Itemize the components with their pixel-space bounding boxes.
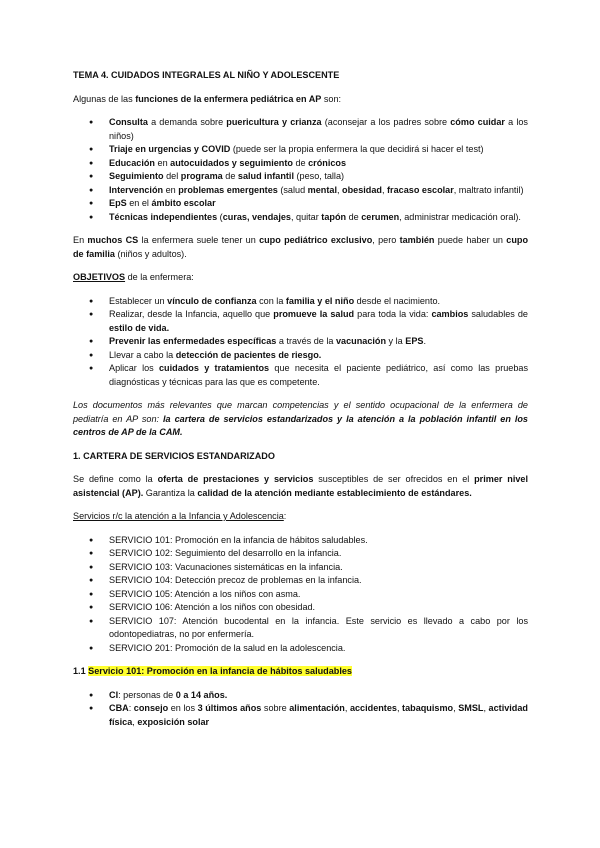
text-segment: promueve la salud — [273, 309, 355, 319]
list-item — [109, 335, 528, 349]
text-segment: accidentes — [349, 703, 397, 713]
text-segment: programa — [180, 171, 223, 181]
text-segment: , — [132, 716, 138, 727]
list-item: ● SERVICIO 106: Atención a los niños con obesidad. — [109, 601, 528, 615]
intro-paragraph — [73, 93, 528, 107]
text-segment: en — [154, 157, 171, 168]
text-segment: cómo cuidar — [450, 117, 505, 127]
text-segment: , quitar — [290, 211, 322, 222]
text-segment: vacunación — [335, 336, 387, 346]
text-segment: CI — [109, 689, 119, 700]
text-segment: sobre — [261, 703, 290, 713]
list-item: ● SERVICIO 102: Seguimiento del desarrollo en la infancia. — [109, 547, 528, 561]
list-item: ● SERVICIO 107: Atención bucodental en la infancia. Este servicio es llevado a cabo por los odontopediatras, no por enfermería. — [109, 615, 528, 642]
text-segment: también — [399, 235, 435, 245]
text-segment: (puede ser la propia enfermera la que decidirá si hacer el test) — [230, 144, 484, 154]
text-segment: , — [453, 703, 459, 713]
text-segment: tabaquismo — [402, 703, 454, 713]
text-segment: a demanda sobre — [147, 117, 227, 127]
text-segment: la enfermera suele tener un — [138, 235, 260, 245]
section11-title-highlighted: Servicio 101: Promoción en la infancia de hábitos saludables — [88, 666, 352, 676]
servicios-heading-text: Servicios r/c la atención a la Infancia y Adolescencia — [73, 511, 284, 521]
text-segment: , maltrato infantil) — [453, 184, 524, 195]
list-item — [109, 157, 528, 171]
servicios-list — [73, 534, 528, 656]
list-item — [109, 689, 528, 703]
text-segment: OBJETIVOS — [73, 272, 126, 282]
section11-number: 1.1 — [73, 666, 89, 676]
funciones-list — [73, 116, 528, 224]
text-segment: a través de la — [276, 336, 336, 346]
text-segment: Realizar, desde la Infancia, aquello que — [109, 309, 274, 319]
list-item — [109, 170, 528, 184]
servicios-heading-colon: : — [283, 511, 287, 521]
text-segment: CBA — [109, 703, 129, 713]
text-segment: en — [163, 184, 179, 195]
text-segment: calidad de la atención mediante establecimiento de estándares. — [197, 487, 472, 498]
text-segment: Educación — [109, 157, 155, 168]
text-segment: oferta de prestaciones y servicios — [157, 474, 314, 484]
text-segment: familia y el niño — [285, 295, 355, 306]
text-segment: salud infantil — [237, 171, 294, 181]
text-segment: mental — [307, 184, 337, 195]
text-segment: Garantiza la — [143, 487, 198, 498]
text-segment: autocuidados y seguimiento — [170, 157, 293, 168]
document-content — [73, 64, 528, 739]
text-segment: Se define como la — [73, 474, 158, 484]
text-segment: a los niños) — [109, 117, 528, 141]
text-segment: puede haber un — [434, 235, 507, 245]
intro-text-end: son: — [321, 93, 342, 104]
text-segment: exposición solar — [137, 716, 210, 727]
text-segment: 3 últimos años — [197, 703, 262, 713]
list-item — [109, 362, 528, 389]
text-segment: detección de pacientes de riesgo. — [175, 349, 322, 360]
text-segment: de — [222, 171, 238, 181]
text-segment: , — [396, 703, 403, 713]
text-segment: saludables de — [468, 309, 528, 319]
text-segment: y la — [386, 336, 406, 346]
text-segment: , — [336, 184, 343, 195]
text-segment: Llevar a cabo la — [109, 349, 176, 360]
list-item — [109, 197, 528, 211]
text-segment: EPS — [405, 336, 424, 346]
section11-heading — [73, 665, 528, 679]
text-segment: (salud — [277, 184, 308, 195]
text-segment: Establecer un — [109, 295, 168, 306]
text-segment: que necesita el paciente pediátrico, así como las pruebas diagnósticas y técnicas para las que es competente. — [109, 363, 528, 387]
intro-bold: funciones de la enfermera pediátrica en AP — [135, 93, 322, 104]
intro-text: Algunas de las — [73, 93, 136, 104]
text-segment: : personas de — [118, 689, 176, 700]
text-segment: cambios — [431, 309, 469, 319]
text-segment: ( — [217, 211, 223, 222]
list-item — [109, 295, 528, 309]
objetivos-heading — [73, 271, 528, 285]
text-segment: , — [483, 703, 489, 713]
text-segment: 0 a 14 años. — [175, 689, 228, 700]
text-segment: susceptibles de ser ofrecidos en el — [313, 474, 475, 484]
page-title: TEMA 4. CUIDADOS INTEGRALES AL NIÑO Y ADOLESCENTE — [73, 70, 340, 80]
section1-heading: 1. CARTERA DE SERVICIOS ESTANDARIZADO — [73, 450, 275, 461]
text-segment: de — [346, 211, 362, 222]
text-segment: En — [73, 235, 88, 245]
text-segment: desde el nacimiento. — [354, 295, 441, 306]
text-segment: (peso, talla) — [294, 171, 345, 181]
text-segment: de la enfermera: — [125, 272, 194, 282]
list-item — [109, 702, 528, 729]
text-segment: muchos CS — [87, 235, 139, 245]
text-segment: (aconsejar a los padres sobre — [321, 117, 451, 127]
text-segment: en los — [168, 703, 198, 713]
text-segment: . — [423, 336, 426, 346]
text-segment: vínculo de confianza — [167, 295, 257, 306]
text-segment: del — [163, 171, 181, 181]
text-segment: , administrar medicación oral). — [399, 211, 521, 222]
servicios-heading — [73, 510, 528, 524]
text-segment: ámbito escolar — [151, 198, 216, 208]
text-segment: fracaso escolar — [387, 184, 454, 195]
documentos-paragraph — [73, 399, 528, 440]
text-segment: la cartera de servicios estandarizados y la atención a la población infantil en los centros de AP de la CAM. — [73, 413, 528, 437]
text-segment: , pero — [372, 235, 400, 245]
text-segment: de — [292, 157, 309, 168]
text-segment: con la — [256, 295, 286, 306]
text-segment: Técnicas independientes — [109, 211, 218, 222]
list-item: ● SERVICIO 103: Vacunaciones sistemáticas en la infancia. — [109, 561, 528, 575]
text-segment: primer nivel asistencial (AP). — [73, 474, 528, 498]
text-segment: Intervención — [109, 184, 164, 195]
text-segment: Consulta — [109, 117, 148, 127]
text-segment: Aplicar los — [109, 363, 159, 373]
text-segment: EpS — [109, 198, 127, 208]
text-segment: consejo — [133, 703, 169, 713]
text-segment: en el — [126, 198, 152, 208]
cartera-paragraph — [73, 473, 528, 500]
list-item: ● SERVICIO 101: Promoción en la infancia de hábitos saludables. — [109, 534, 528, 548]
text-segment: cerumen — [361, 211, 400, 222]
s101-list — [73, 689, 528, 730]
text-segment: curas, vendajes — [222, 211, 291, 222]
text-segment: crónicos — [308, 157, 347, 168]
text-segment: tapón — [321, 211, 347, 222]
list-item: ● SERVICIO 105: Atención a los niños con asma. — [109, 588, 528, 602]
text-segment: Los documentos más relevantes que marcan competencias y el sentido ocupacional de la enfermera de pediatría en AP son: — [73, 400, 528, 424]
text-segment: estilo de vida. — [109, 322, 170, 333]
cupo-paragraph — [73, 234, 528, 261]
text-segment: SMSL — [458, 703, 484, 713]
text-segment: Triaje en urgencias y COVID — [109, 144, 231, 154]
text-segment: para toda la vida: — [354, 309, 432, 319]
list-item: ● SERVICIO 104: Detección precoz de problemas en la infancia. — [109, 574, 528, 588]
text-segment: cuidados y tratamientos — [159, 363, 270, 373]
list-item — [109, 116, 528, 143]
text-segment: Seguimiento — [109, 171, 164, 181]
text-segment: (niños y adultos). — [114, 248, 187, 259]
text-segment: problemas emergentes — [178, 184, 278, 195]
list-item: ● SERVICIO 201: Promoción de la salud en la adolescencia. — [109, 642, 528, 656]
text-segment: cupo de familia — [73, 235, 529, 259]
list-item — [109, 211, 528, 225]
text-segment: puericultura y crianza — [226, 117, 322, 127]
list-item — [109, 349, 528, 363]
text-segment: actividad física — [109, 703, 528, 727]
text-segment: , — [381, 184, 388, 195]
list-item — [109, 308, 528, 335]
list-item — [109, 184, 528, 198]
text-segment: : — [128, 703, 134, 713]
text-segment: obesidad — [342, 184, 382, 195]
text-segment: , — [344, 703, 350, 713]
text-segment: cupo pediátrico exclusivo — [259, 235, 373, 245]
list-item — [109, 143, 528, 157]
objetivos-list — [73, 295, 528, 390]
text-segment: Prevenir las enfermedades específicas — [109, 336, 277, 346]
text-segment: alimentación — [289, 703, 345, 713]
